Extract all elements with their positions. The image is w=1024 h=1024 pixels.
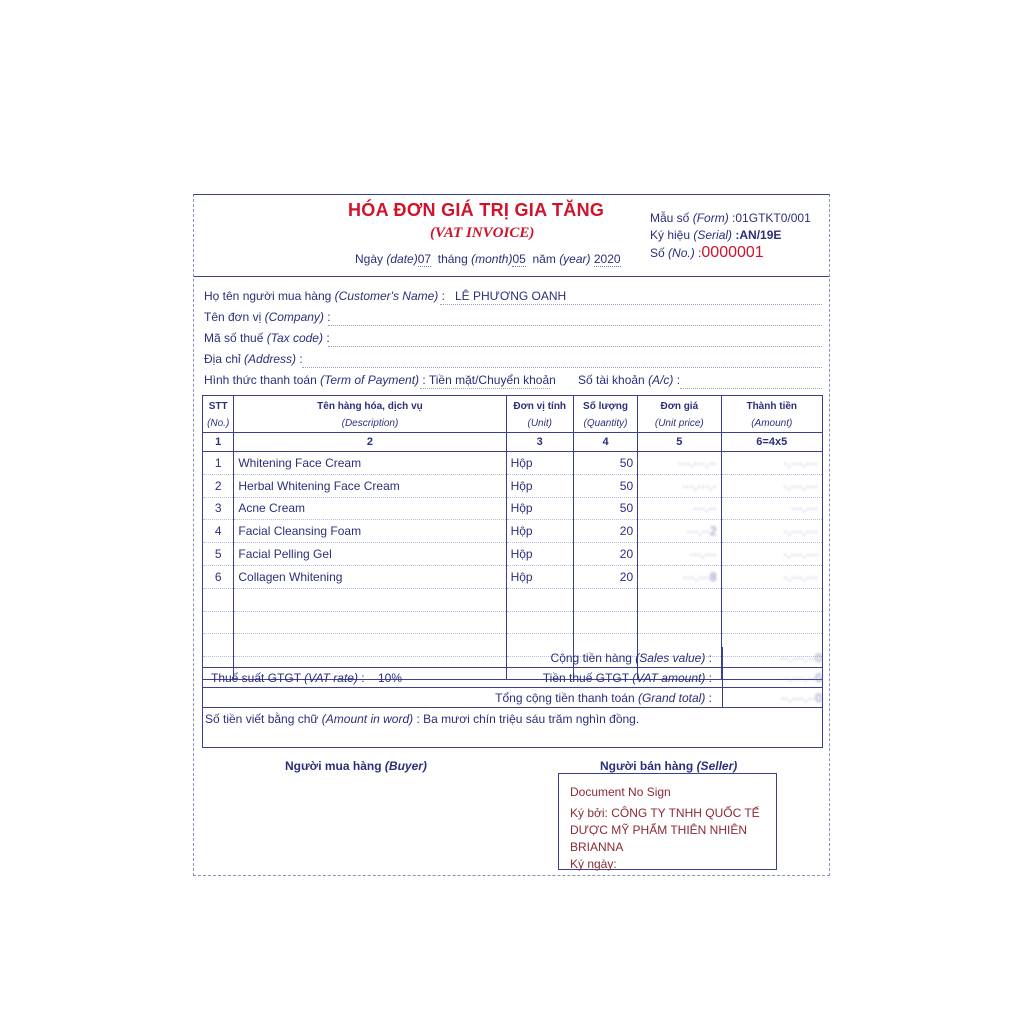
table-row: 1 Whitening Face Cream Hộp 50 ···.···.·· ·.···.··· [203, 452, 823, 475]
invoice-subtitle: (VAT INVOICE) [430, 225, 535, 241]
invoice-number: Số (No.) :0000001 [650, 244, 764, 261]
invoice-number-value: 0000001 [701, 244, 764, 261]
sales-value: ··.···.··0 [780, 651, 822, 665]
grand-total: ··.···.··0 [780, 691, 822, 705]
seller-signature-label: Người bán hàng (Seller) [600, 759, 738, 773]
vat-rate-value: 10% [377, 671, 402, 685]
date-day: 07 [417, 252, 432, 266]
company-field: Tên đơn vị (Company) : [204, 310, 331, 324]
buyer-signature-label: Người mua hàng (Buyer) [285, 759, 427, 773]
table-row: 5 Facial Pelling Gel Hộp 20 ···.··· ·.···.··· [203, 543, 823, 566]
table-row-empty [203, 588, 823, 611]
vat-amount: ·.···.··0 [784, 671, 822, 685]
address-field: Địa chỉ (Address) : [204, 352, 303, 366]
dotted-line [328, 346, 822, 347]
amount-in-words: Số tiền viết bằng chữ (Amount in word) : Ba mươi chín triệu sáu trăm nghìn đồng. [205, 712, 640, 726]
vat-rate: Thuế suất GTGT (VAT rate) : 10% [211, 671, 402, 685]
header-divider [194, 276, 829, 277]
table-row: 4 Facial Cleansing Foam Hộp 20 ···.··2 ·.···.··· [203, 520, 823, 543]
form-number: Mẫu số (Form) :01GTKT0/001 [650, 211, 811, 225]
signed-by-line: DƯỢC MỸ PHẨM THIÊN NHIÊN [570, 823, 747, 837]
signed-date: Ký ngày: [570, 857, 617, 871]
table-row: 2 Herbal Whitening Face Cream Hộp 50 ···.···.· ·.···.··· [203, 474, 823, 497]
customer-name-value: LÊ PHƯƠNG OANH [455, 289, 567, 303]
table-column-numbers: 1 2 3 4 5 6=4x5 [203, 433, 823, 452]
dotted-line [420, 388, 550, 389]
document-status: Document No Sign [570, 785, 671, 799]
digital-signature-box [558, 773, 777, 870]
date-month: 05 [512, 252, 526, 266]
table-header-row-en: (No.) (Description) (Unit) (Quantity) (Unit price) (Amount) [203, 415, 823, 433]
dotted-line [328, 325, 822, 326]
items-table [202, 395, 823, 680]
table-row-empty [203, 611, 823, 634]
table-row: 6 Collagen Whitening Hộp 20 ···.···8 ·.···.··· [203, 565, 823, 588]
dotted-line [440, 304, 822, 305]
customer-name-field: Họ tên người mua hàng (Customer's Name) : LÊ PHƯƠNG OANH [204, 289, 567, 303]
account-field: Số tài khoản (A/c) : [578, 373, 681, 387]
invoice-date: Ngày (date)07 tháng (month)05 năm (year) 2020 [355, 252, 621, 266]
signed-by-line: Ký bởi: CÔNG TY TNHH QUỐC TẾ [570, 806, 760, 820]
signed-by-line: BRIANNA [570, 840, 624, 854]
tax-code-field: Mã số thuế (Tax code) : [204, 331, 330, 345]
vat-amount-label: Tiền thuế GTGT (VAT amount) : [542, 671, 712, 685]
table-row: 3 Acne Cream Hộp 50 ···.·· ···.··· [203, 497, 823, 520]
grand-total-label: Tổng cộng tiền thanh toán (Grand total) : [495, 691, 712, 705]
date-year: 2020 [593, 252, 621, 266]
serial-number: Ký hiệu (Serial) :AN/19E [650, 228, 782, 242]
sales-value-label: Cộng tiền hàng (Sales value) : [550, 651, 712, 665]
payment-value: Tiền mặt/Chuyển khoản [428, 373, 556, 387]
payment-field: Hình thức thanh toán (Term of Payment) : Tiền mặt/Chuyển khoản [204, 373, 556, 387]
table-header-row: STT Tên hàng hóa, dịch vụ Đơn vị tính Số lượng Đơn giá Thành tiền [203, 396, 823, 416]
amount-in-words-value: Ba mươi chín triệu sáu trăm nghìn đồng. [423, 712, 640, 726]
dotted-line [680, 388, 822, 389]
invoice-title: HÓA ĐƠN GIÁ TRỊ GIA TĂNG [348, 200, 605, 220]
dotted-line [302, 367, 822, 368]
